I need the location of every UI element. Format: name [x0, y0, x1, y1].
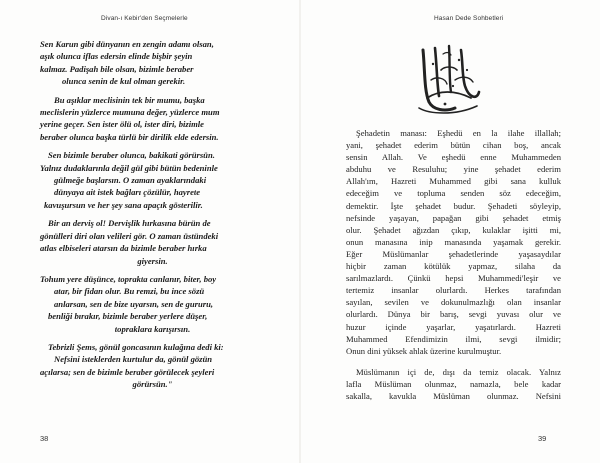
calligraphy-emblem-icon — [415, 40, 483, 116]
poem-text — [40, 38, 265, 397]
poem-line: Sen bizimle beraber olunca, bakikati görürsün. — [48, 150, 215, 161]
text-line: lafla Müslüman olunmaz, namazla, bele kadar — [346, 378, 561, 389]
poem-line: kalmaz. Padişah bile olsan, bizimle beraber — [40, 63, 194, 74]
text-line: sakalla, kavukla Müslüman olunmaz. Nefsini — [346, 390, 561, 401]
poem-line: açılarsa; sen de bizimle beraber görülecek şeyleri — [40, 366, 215, 377]
poem-line: kavuşursun ve her şey sana apaçık gösterilir. — [44, 199, 203, 210]
text-line: nefsinde yaşayan, papağan gibi şehadet etmiş — [346, 212, 561, 223]
poem-line: Bu aşıklar meclisinin tek bir mumu, başka — [54, 94, 205, 105]
text-line: Eğer Müslümanlar şehadetlerinde yaşasaydılar — [346, 248, 561, 259]
text-line: onun manasına inip manasında yaşamak gerekir. — [346, 236, 561, 247]
text-line: sarılmazlardı. Çünkü hepsi Muhammedi'leşir ve — [346, 273, 561, 284]
text-line: olur. Şehadet ağızdan çıkıp, kulaklar işitti mi, — [346, 224, 561, 235]
text-line: hiçbir zaman kötülük yapmaz, silaha da — [346, 261, 561, 272]
poem-line: atlas elbiseleri atarsın da bizimle beraber hırka — [40, 243, 207, 254]
poem-line: gülmeğe başlarsın. O zaman ayaklarındaki — [54, 175, 207, 186]
poem-line: beraber olunca başka türlü bir dirilik elde edersin. — [40, 131, 219, 142]
poem-line: Nefsini isteklerden kurtulur da, gönül gözün — [54, 354, 213, 365]
stanza — [40, 273, 265, 335]
poem-line: anlarsan, sen de bize uyarsın, sen de gururu, — [54, 298, 214, 309]
text-line: Onun dini yüksek ahlak üzerine kurulmuştur. — [346, 345, 502, 356]
text-line: edeceğim ve topluma senden söz edeceğim, — [346, 188, 561, 199]
left-page-number: 38 — [40, 434, 49, 443]
body-text — [336, 127, 561, 402]
left-running-head: Divan-ı Kebir'den Seçmelerle — [101, 15, 188, 22]
poem-line: Tohum yere düşünce, toprakta canlanır, biter, boy — [40, 273, 217, 284]
right-page-number: 39 — [538, 434, 547, 443]
poem-line: gönülleri diri olan velileri gör. O zaman üstündeki — [40, 230, 219, 241]
stanza — [40, 38, 265, 88]
right-running-head: Hasan Dede Sohbetleri — [434, 15, 504, 22]
right-page — [300, 0, 600, 463]
text-line: Şehadetin manası: Eşhedü en la ilahe illallah; — [356, 128, 561, 138]
text-line: demektir. İşte şehadet budur. Şehadeti söyleyip, — [346, 200, 561, 211]
poem-line: Yalnız dudaklarınla değil gül gibi bütün bedeninle — [40, 162, 218, 173]
text-line: sayılan, sevilen ve dokunulmazlığı olan insanlar — [346, 297, 561, 308]
text-line: Müslümanın içi de, dışı da temiz olacak. Yalnız — [356, 366, 561, 377]
poem-line: yerine geçer. Sen ister ölü ol, ister diri, bizimle — [40, 119, 204, 130]
text-line: olurlardı. Dünya bir barış, sevgi yuvası olur ve — [346, 309, 561, 320]
text-line: yani, şehadet ederim bütün cihan boş, ancak — [346, 140, 561, 151]
text-line: tertemiz insanlar olurlardı. Herkes tarafından — [346, 285, 561, 296]
paragraph — [336, 366, 561, 402]
text-line: abduhu ve Resuluhu; yine şehadet ederim — [346, 164, 561, 175]
poem-line: giyersin. — [137, 255, 168, 266]
poem-line: dünyaya ait istek bağları çözülür, hayrete — [54, 187, 201, 198]
poem-line: atar, bir fidan olur. Bu remzi, bu ince sözü — [54, 286, 205, 297]
text-line: Muhammed Efendimizin ilmi, sevgi ilmidir; — [346, 333, 561, 344]
poem-line: meclislerin yüzlerce mumuna değer, yüzlerce mum — [40, 107, 220, 118]
text-line: Allah'ım, Hazreti Muhammed gibi sana kulluk — [346, 176, 561, 187]
stanza — [40, 341, 265, 391]
paragraph — [336, 127, 561, 357]
text-line: sensin Allah. Ve eşhedü enne Muhammeden — [346, 152, 561, 163]
poem-line: Sen Karun gibi dünyanın en zengin adamı olsan, — [40, 39, 214, 49]
stanza — [40, 149, 265, 211]
poem-line: görürsün." — [132, 379, 173, 390]
stanza — [40, 217, 265, 267]
poem-line: aşık olunca iflas edersin elinde bişbir şeyin — [40, 51, 193, 62]
poem-line: benliği bırakır, bizimle beraber yerlere düşer, — [48, 311, 208, 322]
poem-line: olunca senin de kul olman gerekir. — [62, 76, 186, 87]
poem-line: topraklara karışırsın. — [114, 323, 191, 334]
poem-line: Bir an derviş ol! Dervişlik hırkasına bürün de — [48, 218, 211, 229]
text-line: huzur içinde yaşarlar, yaşatırlardı. Hazreti — [346, 321, 561, 332]
stanza — [40, 94, 265, 144]
poem-line: Tebrizli Şems, gönül goncasının kulağına dedi ki: — [48, 341, 224, 352]
